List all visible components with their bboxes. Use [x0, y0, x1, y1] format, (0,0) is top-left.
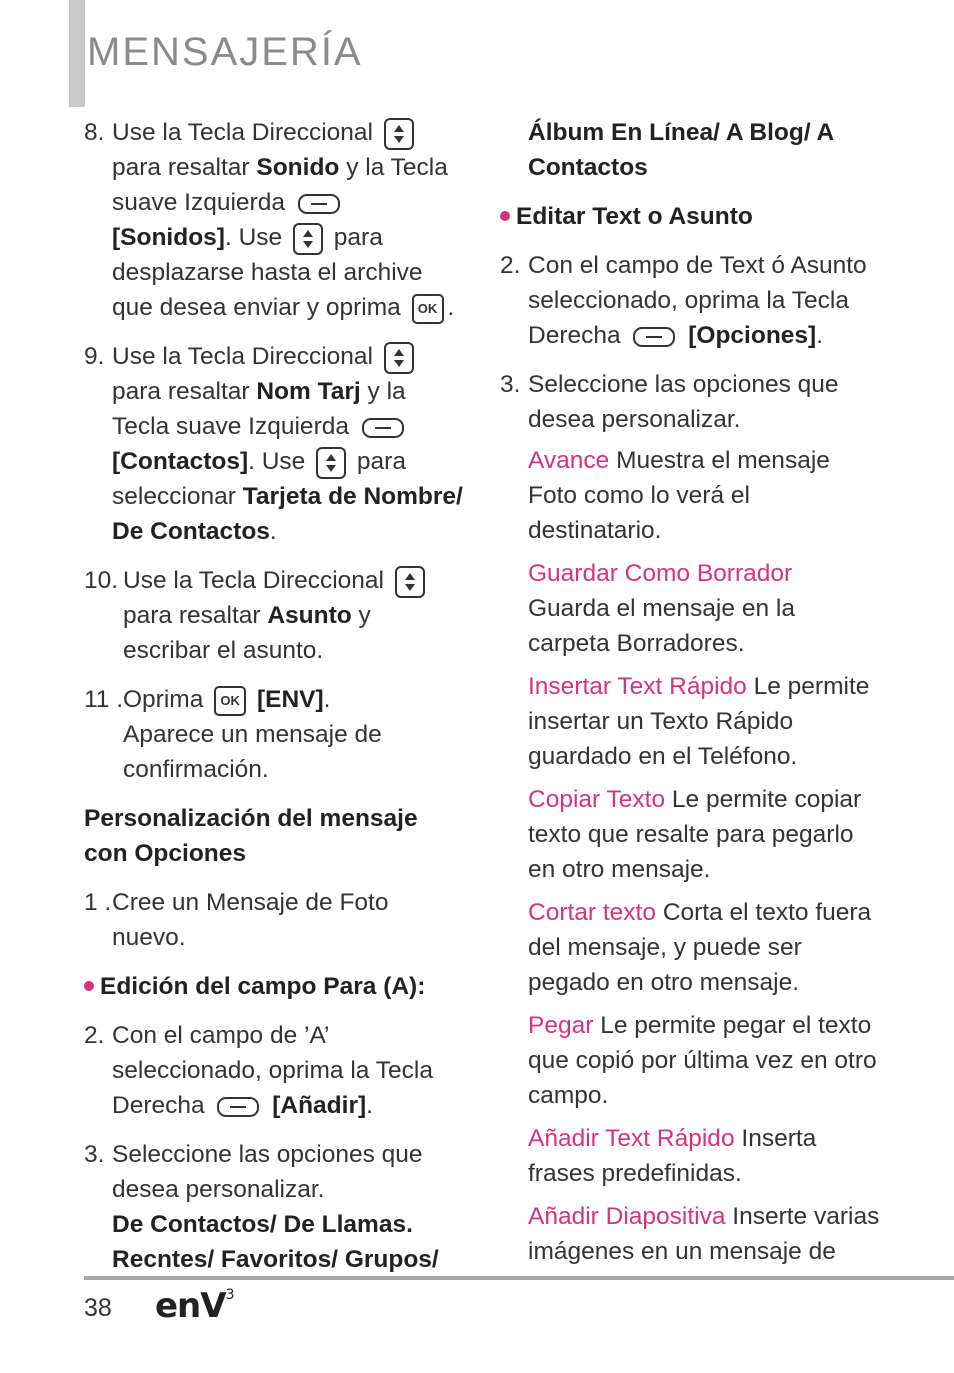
step-11: 11 . Oprima OK [ENV]. Aparece un mensaje de confirmación. [84, 686, 382, 783]
left-soft-key-icon [298, 194, 340, 214]
ok-key-icon: OK [214, 686, 246, 716]
option-insertar-text-rapido: Insertar Text Rápido Le permite insertar un Texto Rápido guardado en el Teléfono. [528, 673, 870, 770]
step-2-right: 2. Con el campo de Text ó Asunto seleccionado, oprima la Tecla Derecha [Opciones]. [500, 252, 867, 349]
step-10: 10. Use la Tecla Direccional para resaltar Asunto y escribar el asunto. [84, 563, 464, 668]
step-1: 1 . Cree un Mensaje de Foto nuevo. [84, 889, 389, 951]
step-3-left: 3. Seleccione las opciones que desea personalizar. De Contactos/ De Llamas. Recntes/ Favoritos/ Grupos/ [84, 1141, 439, 1273]
step-2-left: 2. Con el campo de ’A’ seleccionado, oprima la Tecla Derecha [Añadir]. [84, 1022, 433, 1119]
navigation-key-icon [384, 118, 414, 150]
option-anadir-text-rapido: Añadir Text Rápido Inserta frases predefinidas. [528, 1125, 817, 1187]
left-column [84, 115, 464, 1291]
step-3-right: 3. Seleccione las opciones que desea personalizar. Avance Muestra el mensaje Foto como lo verá el destinatario. Guardar Como Borrador Guarda el mensaje en la carpeta Borradores. Insertar Text Rápido Le permite insertar un Texto Rápido guardado en el Teléfono. Copiar Texto Le permite copiar texto que resalte para pegarlo en otro mensaje. Cortar texto Corta el texto fuera del mensaje, y puede ser pegado en otro mensaje. Pegar Le permite pegar el texto que copió por última vez en otro campo. Añadir Text Rápido Inserta frases predefinidas. Añadir Diapositiva Inserte varias imágenes en un mensaje de [500, 367, 880, 1269]
option-guardar-borrador: Guardar Como Borrador Guarda el mensaje en la carpeta Borradores. [528, 560, 795, 657]
option-cortar-texto: Cortar texto Corta el texto fuera del mensaje, y puede ser pegado en otro mensaje. [528, 899, 872, 996]
left-soft-key-icon [362, 418, 404, 438]
step-8: 8. Use la Tecla Direccional para resaltar Sonido y la Tecla suave Izquierda [Sonidos]. Use para desplazarse hasta el archive que desea enviar y oprima OK . [84, 115, 464, 325]
step-3-left-continued: Álbum En Línea/ A Blog/ A Contactos [528, 119, 834, 181]
footer-divider [84, 1276, 954, 1280]
navigation-key-icon [395, 566, 425, 598]
option-anadir-diapositiva: Añadir Diapositiva Inserte varias imágenes en un mensaje de [528, 1203, 880, 1265]
section-heading: Personalización del mensaje con Opciones [84, 805, 418, 867]
bullet-edit-text-subject: Editar Text o Asunto [500, 199, 880, 234]
brand-logo: enV$^3$ [155, 1286, 234, 1326]
right-soft-key-icon [633, 327, 675, 347]
option-avance: Avance Muestra el mensaje Foto como lo verá el destinatario. [528, 447, 830, 544]
navigation-key-icon [384, 342, 414, 374]
options-list [528, 443, 880, 1269]
step-9: 9. Use la Tecla Direccional para resaltar Nom Tarj y la Tecla suave Izquierda [Contactos]. Use para seleccionar Tarjeta de Nombre/ De Contactos. [84, 343, 463, 545]
header-accent-bar [69, 0, 85, 107]
right-column [500, 115, 880, 1283]
bullet-icon [500, 211, 510, 221]
navigation-key-icon [316, 447, 346, 479]
bullet-edit-to-field: Edición del campo Para (A): [84, 969, 464, 1004]
navigation-key-icon [293, 223, 323, 255]
option-pegar: Pegar Le permite pegar el texto que copió por última vez en otro campo. [528, 1012, 877, 1109]
page-number: 38 [84, 1294, 112, 1322]
page-title: MENSAJERÍA [87, 30, 363, 74]
right-soft-key-icon [217, 1097, 259, 1117]
ok-key-icon: OK [412, 294, 444, 324]
bullet-icon [84, 981, 94, 991]
option-copiar-texto: Copiar Texto Le permite copiar texto que resalte para pegarlo en otro mensaje. [528, 786, 862, 883]
